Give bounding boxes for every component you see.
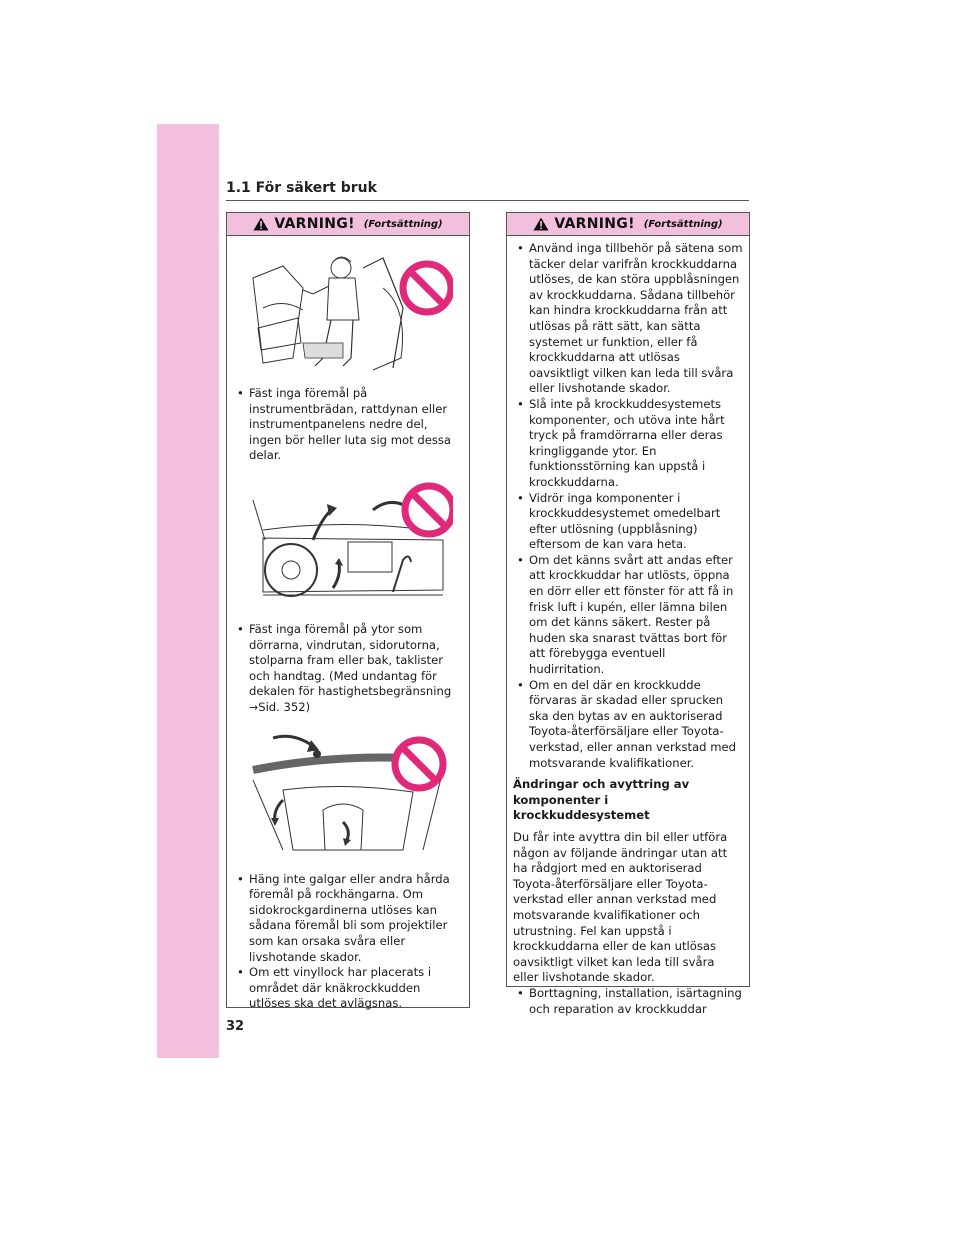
section-title: 1.1 För säkert bruk bbox=[226, 180, 377, 196]
section-divider bbox=[226, 200, 749, 201]
list-item: • Slå inte på krockkuddesystemets komponenter, och utöva inte hårt tryck på framdörrarna eller deras kringliggande ytor. En funktionsstörning kan uppstå i krockkuddarna. bbox=[517, 396, 725, 489]
warning-continued: (Fortsättning) bbox=[363, 218, 443, 230]
warning-triangle-icon bbox=[253, 217, 269, 231]
page-number: 32 bbox=[226, 1019, 245, 1034]
list-item: • Om det känns svårt att andas efter att krockkuddar har utlösts, öppna en dörr eller ett fönster för att få in frisk luft i kupén, eller lämna bilen om det känns säkert. Rester på huden ska snarast tvättas bort för att förebygga eventuell hudirritation. bbox=[517, 552, 734, 677]
warning-title: VARNING! bbox=[274, 216, 355, 232]
illustration-child-leaning bbox=[243, 248, 453, 378]
warning-triangle-icon bbox=[533, 217, 549, 231]
page-reference: Sid. 352) bbox=[258, 699, 311, 714]
subheading: Ändringar och avyttring av komponenter i krockkuddesystemet bbox=[513, 777, 690, 823]
warning-title: VARNING! bbox=[554, 216, 635, 232]
list-item: • Häng inte galgar eller andra hårda föremål på rockhängarna. Om sidokrockgardinerna utlöses kan sådana föremål bli som projektiler som kan orsaka svåra eller livshotande skador. bbox=[237, 871, 450, 964]
illustration-dashboard bbox=[243, 480, 453, 610]
warning-box-right bbox=[506, 212, 750, 1016]
illustration-interior-pillars bbox=[243, 730, 453, 860]
warning-continued: (Fortsättning) bbox=[643, 218, 723, 230]
list-item: • Om ett vinyllock har placerats i området där knäkrockkudden utlöses ska det avlägsnas. bbox=[237, 965, 432, 1011]
warning-header bbox=[227, 213, 469, 236]
warning-header bbox=[507, 213, 749, 236]
body-paragraph: Du får inte avyttra din bil eller utföra någon av följande ändringar utan att ha rådgjort med en auktoriserad Toyota-återförsäljare eller Toyota-verkstad eller annan verkstad med motsvarande kvalifikationer och utrustning. Fel kan uppstå i krockkuddarna eller de kan utlösas oavsiktligt vilket kan leda till svåra eller livshotande skador. bbox=[513, 829, 728, 985]
warning-box-left bbox=[226, 212, 470, 1011]
list-item: • Om en del där en krockkudde förvaras är skadad eller sprucken ska den bytas av en auktoriserad Toyota-återförsäljare eller Toyota-verkstad, eller annan verkstad med motsvarande kvalifikationer. bbox=[517, 677, 736, 770]
list-item: • Vidrör inga komponenter i krockkuddesystemet omedelbart efter utlösning (uppblåsning) eftersom de kan vara heta. bbox=[517, 490, 721, 552]
list-item: • Använd inga tillbehör på sätena som täcker delar varifrån krockkuddarna utlöses, de kan störa uppblåsningen av krockkuddarna. Sådana tillbehör kan hindra krockkuddarna från att utlösas på rätt sätt, kan sätta systemet ur funktion, eller få krockkuddarna att utlösas oavsiktligt vilken kan leda till svåra eller livshotande skador. bbox=[517, 241, 743, 396]
chapter-tab-bar bbox=[157, 124, 219, 1058]
list-item: • Fäst inga föremål på instrumentbrädan, rattdynan eller instrumentpanelens nedre del, ingen bör heller luta sig mot dessa delar. bbox=[237, 386, 452, 463]
list-item: • Borttagning, installation, isärtagning och reparation av krockkuddar bbox=[517, 985, 742, 1016]
list-item: • Fäst inga föremål på ytor som dörrarna, vindrutan, sidorutorna, stolparna fram eller bak, taklister och handtag. (Med undantag för dekalen för hastighetsbegränsning →Sid. 352) bbox=[237, 621, 452, 714]
